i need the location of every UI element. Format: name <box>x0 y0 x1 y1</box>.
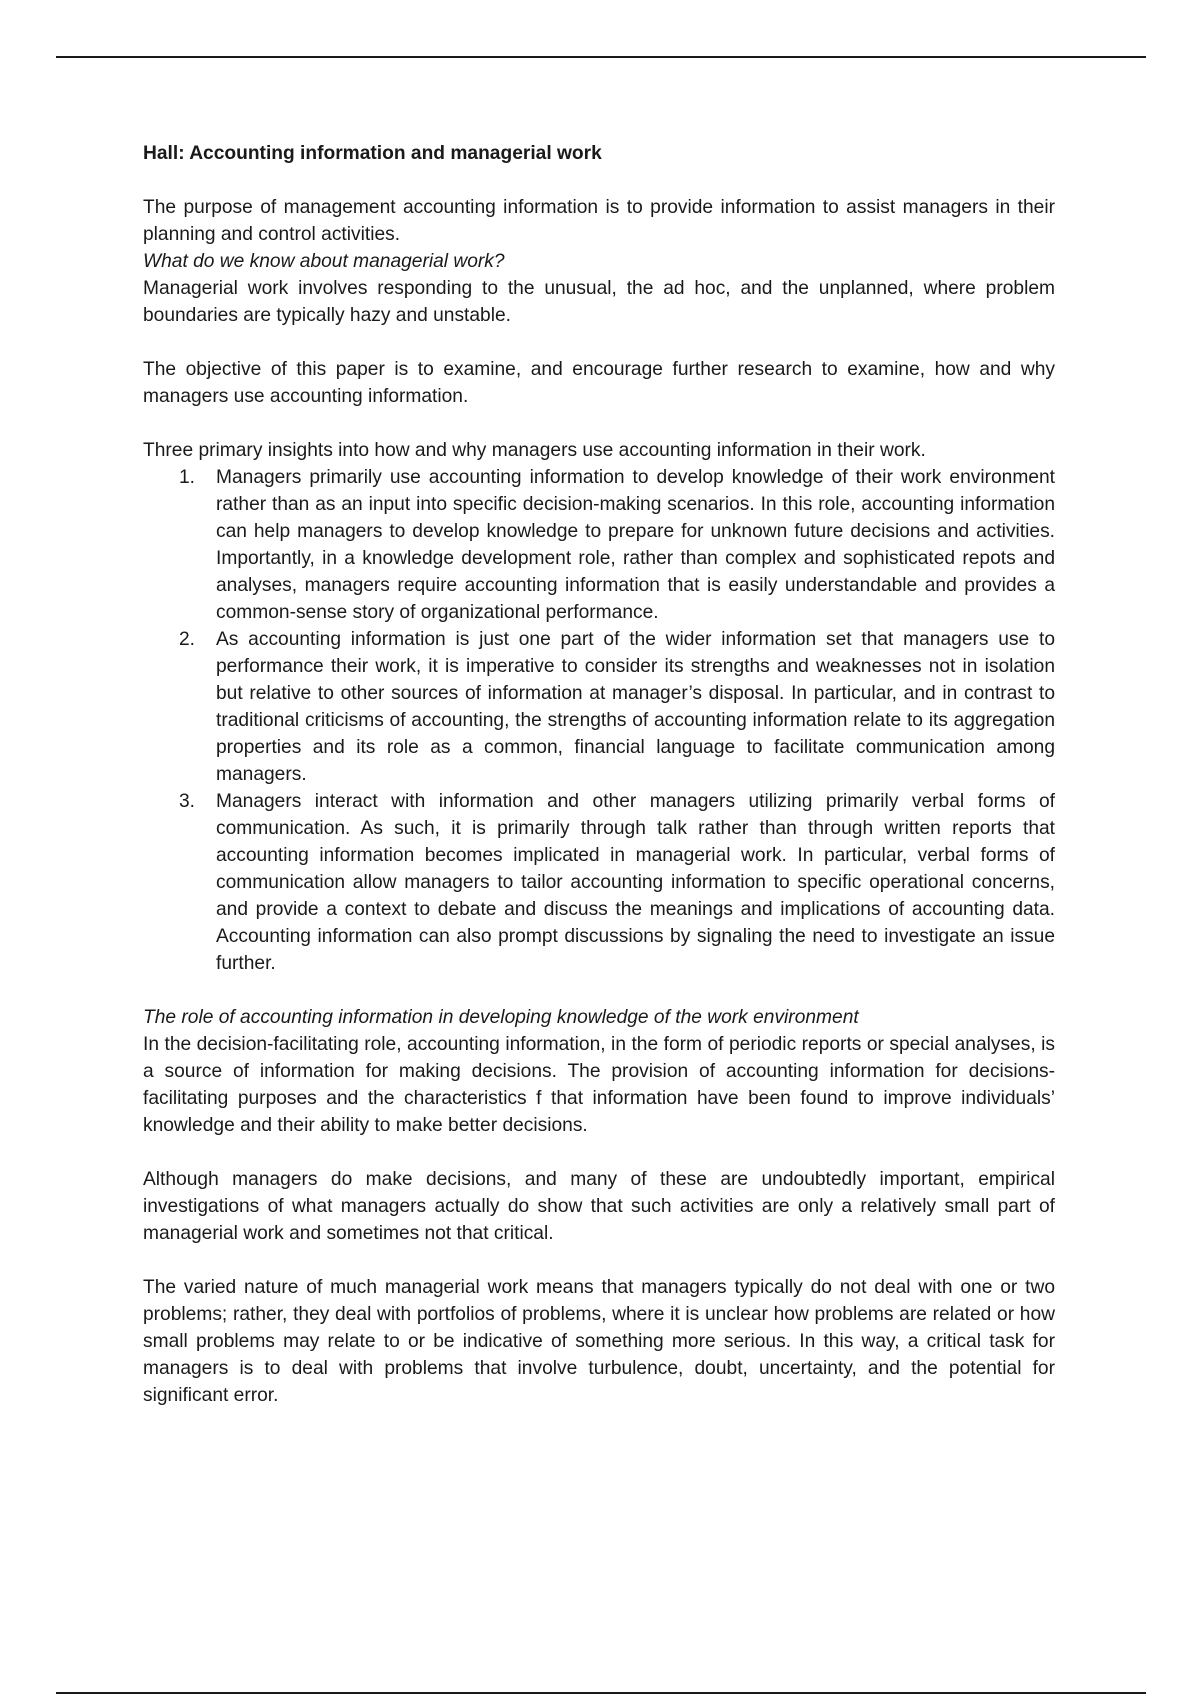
footer-rule <box>56 1692 1146 1694</box>
list-item-number: 3. <box>179 791 196 812</box>
intro-paragraph-2: Managerial work involves responding to the unusual, the ad hoc, and the unplanned, where problem boundaries are typically hazy and unstable. <box>143 278 1055 326</box>
document-body <box>143 140 1055 1409</box>
list-item-number: 2. <box>179 629 196 650</box>
document-title: Hall: Accounting information and managerial work <box>143 143 602 164</box>
section-paragraph-2: Although managers do make decisions, and many of these are undoubtedly important, empirical investigations of what managers actually do show that such activities are only a relatively small part of managerial work and sometimes not that critical. <box>143 1169 1055 1244</box>
list-item <box>143 626 1055 788</box>
section-heading: The role of accounting information in developing knowledge of the work environment <box>143 1007 859 1028</box>
insights-list <box>143 464 1055 977</box>
objective-paragraph: The objective of this paper is to examine, and encourage further research to examine, how and why managers use accounting information. <box>143 359 1055 407</box>
list-item-number: 1. <box>179 467 196 488</box>
list-item-text: Managers interact with information and other managers utilizing primarily verbal forms of communication. As such, it is primarily through talk rather than through written reports that accounting information becomes implicated in managerial work. In particular, verbal forms of communication allow managers to tailor accounting information to specific operational concerns, and provide a context to debate and discuss the meanings and implications of accounting data. Accounting information can also prompt discussions by signaling the need to investigate an issue further. <box>216 791 1055 974</box>
section-paragraph-1: In the decision-facilitating role, accounting information, in the form of periodic reports or special analyses, is a source of information for making decisions. The provision of accounting information for decisions-facilitating purposes and the characteristics f that information have been found to improve individuals’ knowledge and their ability to make better decisions. <box>143 1034 1055 1136</box>
list-item-text: As accounting information is just one part of the wider information set that managers use to performance their work, it is imperative to consider its strengths and weaknesses not in isolation but relative to other sources of information at manager’s disposal. In particular, and in contrast to traditional criticisms of accounting, the strengths of accounting information relate to its aggregation properties and its role as a common, financial language to facilitate communication among managers. <box>216 629 1055 785</box>
section-paragraph-3: The varied nature of much managerial work means that managers typically do not deal with one or two problems; rather, they deal with portfolios of problems, where it is unclear how problems are related or how small problems may relate to or be indicative of something more serious. In this way, a critical task for managers is to deal with problems that involve turbulence, doubt, uncertainty, and the potential for significant error. <box>143 1277 1055 1406</box>
intro-paragraph-1: The purpose of management accounting information is to provide information to assist managers in their planning and control activities. <box>143 197 1055 245</box>
list-item <box>143 788 1055 977</box>
intro-question: What do we know about managerial work? <box>143 251 505 272</box>
list-item-text: Managers primarily use accounting information to develop knowledge of their work environment rather than as an input into specific decision-making scenarios. In this role, accounting information can help managers to develop knowledge to prepare for unknown future decisions and activities. Importantly, in a knowledge development role, rather than complex and sophisticated repots and analyses, managers require accounting information that is easily understandable and provides a common-sense story of organizational performance. <box>216 467 1055 623</box>
header-rule <box>56 56 1146 58</box>
insights-lead: Three primary insights into how and why managers use accounting information in their work. <box>143 440 926 461</box>
list-item <box>143 464 1055 626</box>
